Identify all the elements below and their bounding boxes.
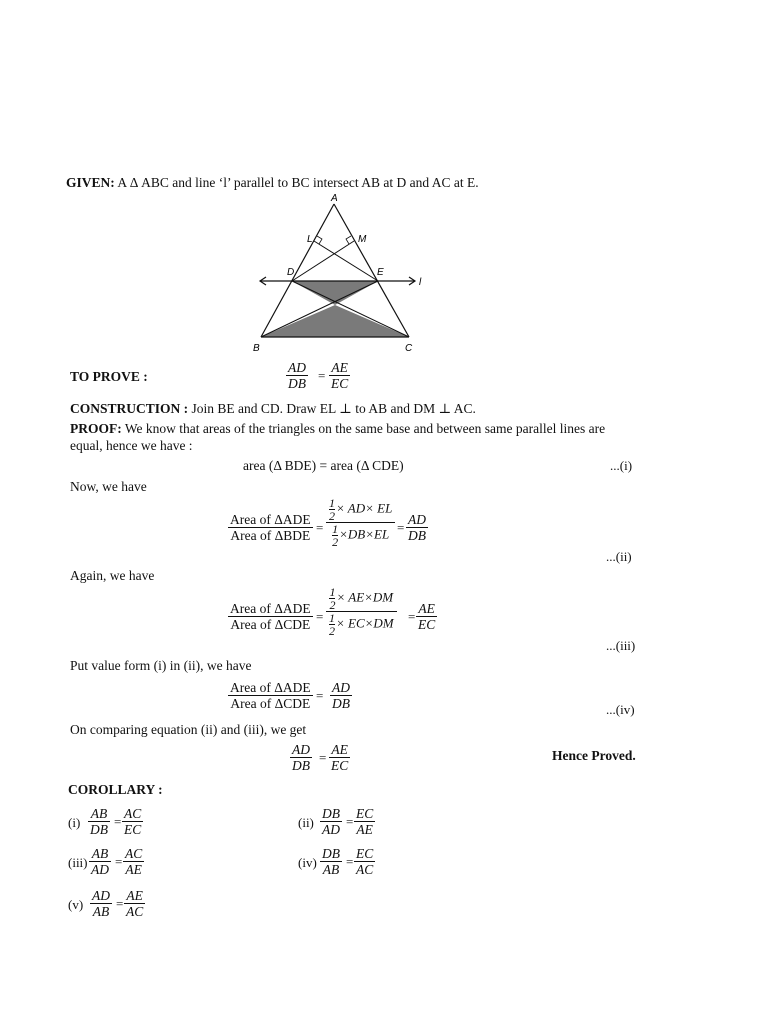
eq4-lhs-den: Area of ΔCDE bbox=[228, 695, 313, 711]
corollary-2-rhs-num: EC bbox=[356, 806, 374, 821]
corollary-1-lhs-num: AB bbox=[90, 806, 108, 821]
again-text: Again, we have bbox=[70, 568, 155, 583]
corollary-2-rhs-den: AE bbox=[354, 821, 375, 837]
eq3-rhs-num: AE bbox=[418, 601, 435, 616]
corollary-5-lhs-num: AD bbox=[92, 888, 110, 903]
corollary-4-rhs-den: AC bbox=[356, 862, 374, 877]
corollary-3-rhs-den: AE bbox=[123, 861, 144, 877]
eq2-lhs-den: Area of ΔBDE bbox=[228, 527, 313, 543]
eq4-rhs-den: DB bbox=[332, 696, 350, 711]
to-prove-lhs bbox=[286, 360, 308, 391]
equation-1-tag: ...(i) bbox=[610, 458, 633, 473]
corollary-3-tag: (iii) bbox=[68, 855, 88, 870]
corollary-1-tag: (i) bbox=[68, 815, 81, 830]
corollary-4-eq: = bbox=[346, 854, 354, 869]
construction-line bbox=[70, 401, 476, 417]
eq3-lhs-num: Area of ΔADE bbox=[230, 601, 311, 616]
label-c: C bbox=[405, 343, 413, 354]
hence-proved: Hence Proved. bbox=[552, 748, 636, 763]
corollary-4-lhs bbox=[320, 846, 342, 877]
to-prove-lhs-den: DB bbox=[288, 376, 306, 391]
label-b: B bbox=[253, 343, 260, 354]
eq3-mid-den: $\frac{1}{2}$ × EC×DM bbox=[326, 611, 397, 637]
eq2-tag: ...(ii) bbox=[606, 549, 632, 564]
eq3-tag: ...(iii) bbox=[606, 638, 636, 653]
corollary-4-rhs-num: EC bbox=[356, 846, 374, 861]
to-prove-rhs bbox=[329, 360, 350, 391]
corollary-label: COROLLARY : bbox=[68, 782, 163, 797]
eq2-rhs-num: AD bbox=[408, 512, 426, 527]
eq2-eq1: = bbox=[316, 520, 324, 535]
equation-1: area (Δ BDE) = area (Δ CDE) bbox=[243, 458, 404, 473]
corollary-3-lhs-den: AD bbox=[91, 862, 109, 877]
eq2-lhs-num: Area of ΔADE bbox=[230, 512, 311, 527]
proof-label: PROOF: bbox=[70, 421, 122, 436]
corollary-3-lhs bbox=[89, 846, 111, 877]
corollary-2-eq: = bbox=[346, 814, 354, 829]
eq3-lhs-den: Area of ΔCDE bbox=[228, 616, 313, 632]
eq5-eq: = bbox=[319, 750, 327, 765]
eq4-lhs bbox=[228, 680, 313, 711]
eq2-rhs bbox=[406, 512, 428, 543]
corollary-4-lhs-num: DB bbox=[322, 846, 340, 861]
corollary-1-rhs bbox=[122, 806, 143, 837]
eq2-mid bbox=[326, 497, 395, 548]
eq2-mid-num: $\frac{1}{2}$ × AD× EL bbox=[329, 496, 393, 523]
now-text: Now, we have bbox=[70, 479, 147, 494]
corollary-1-lhs-den: DB bbox=[90, 822, 108, 837]
corollary-4-tag: (iv) bbox=[298, 855, 317, 870]
proof-text1: We know that areas of the triangles on the same base and between same parallel lines are bbox=[124, 421, 606, 436]
proof-line2: equal, hence we have : bbox=[70, 438, 193, 453]
to-prove-eq: = bbox=[318, 368, 326, 383]
corollary-3-eq: = bbox=[115, 854, 123, 869]
eq5-lhs-num: AD bbox=[292, 742, 310, 757]
corollary-4-lhs-den: AB bbox=[320, 861, 342, 877]
corollary-3-rhs bbox=[123, 846, 144, 877]
corollary-1-rhs-num: AC bbox=[124, 806, 142, 821]
eq3-mid bbox=[326, 586, 397, 637]
corollary-1-rhs-den: EC bbox=[124, 822, 142, 837]
eq2-lhs bbox=[228, 512, 313, 543]
put-text: Put value form (i) in (ii), we have bbox=[70, 658, 252, 673]
label-line-l: l bbox=[419, 277, 422, 288]
eq2-half-bottom: $\frac{1}{2}$ bbox=[332, 522, 339, 549]
eq5-lhs bbox=[290, 742, 312, 773]
eq3-half-top: $\frac{1}{2}$ bbox=[329, 585, 336, 612]
corollary-5-eq: = bbox=[116, 896, 124, 911]
corollary-2-rhs bbox=[354, 806, 375, 837]
corollary-5-lhs bbox=[90, 888, 112, 919]
eq5-rhs-den: EC bbox=[331, 758, 349, 773]
shaded-triangle-bottom bbox=[261, 305, 409, 337]
eq3-eq2: = bbox=[408, 609, 416, 624]
corollary-5-rhs-num: AE bbox=[126, 888, 143, 903]
triangle-figure bbox=[240, 192, 440, 360]
to-prove-rhs-num: AE bbox=[331, 360, 348, 375]
given-line bbox=[66, 175, 479, 191]
corollary-1-eq: = bbox=[114, 814, 122, 829]
eq3-rhs bbox=[416, 601, 437, 632]
eq2-rhs-den: DB bbox=[408, 528, 426, 543]
eq2-eq2: = bbox=[397, 520, 405, 535]
corollary-2-lhs-num: DB bbox=[322, 806, 340, 821]
label-m: M bbox=[358, 234, 367, 245]
to-prove-lhs-num: AD bbox=[288, 360, 306, 375]
corollary-5-lhs-den: AB bbox=[90, 903, 112, 919]
eq5-rhs-num: AE bbox=[331, 742, 348, 757]
right-angle-m-icon bbox=[346, 236, 351, 244]
corollary-5-rhs bbox=[124, 888, 145, 919]
given-label: GIVEN: bbox=[66, 175, 115, 190]
proof-line1 bbox=[70, 421, 605, 437]
corollary-2-tag: (ii) bbox=[298, 815, 314, 830]
corollary-3-rhs-num: AC bbox=[125, 846, 143, 861]
eq4-rhs-num: AD bbox=[332, 680, 350, 695]
eq2-mid-den: $\frac{1}{2}$ ×DB×EL bbox=[326, 522, 395, 548]
eq5-rhs bbox=[329, 742, 350, 773]
eq3-mid-num: $\frac{1}{2}$ × AE×DM bbox=[329, 585, 394, 612]
corollary-5-rhs-den: AC bbox=[126, 904, 144, 919]
eq3-lhs bbox=[228, 601, 313, 632]
given-text: A Δ ABC and line ‘l’ parallel to BC intersect AB at D and AC at E. bbox=[117, 175, 479, 190]
corollary-3-lhs-num: AB bbox=[91, 846, 109, 861]
eq4-tag: ...(iv) bbox=[606, 702, 635, 717]
construction-text: Join BE and CD. Draw EL ⊥ to AB and DM ⊥ AC. bbox=[191, 401, 476, 416]
eq3-eq1: = bbox=[316, 609, 324, 624]
eq3-rhs-den: EC bbox=[418, 617, 436, 632]
eq4-rhs bbox=[330, 680, 352, 711]
label-e: E bbox=[377, 267, 384, 278]
corollary-2-lhs bbox=[320, 806, 342, 837]
eq5-lhs-den: DB bbox=[292, 758, 310, 773]
compare-text: On comparing equation (ii) and (iii), we get bbox=[70, 722, 307, 737]
label-l: L bbox=[307, 234, 313, 245]
to-prove-rhs-den: EC bbox=[331, 376, 349, 391]
corollary-1-lhs bbox=[88, 806, 110, 837]
to-prove-label: TO PROVE : bbox=[70, 369, 148, 384]
construction-label: CONSTRUCTION : bbox=[70, 401, 189, 416]
eq2-half-top: $\frac{1}{2}$ bbox=[329, 496, 335, 523]
eq3-half-bottom: $\frac{1}{2}$ bbox=[329, 611, 335, 638]
eq4-eq: = bbox=[316, 688, 324, 703]
label-d: D bbox=[287, 267, 295, 278]
corollary-4-rhs bbox=[354, 846, 375, 877]
label-a: A bbox=[331, 193, 338, 204]
corollary-2-lhs-den: AD bbox=[322, 822, 340, 837]
eq4-lhs-num: Area of ΔADE bbox=[230, 680, 311, 695]
corollary-5-tag: (v) bbox=[68, 897, 84, 912]
